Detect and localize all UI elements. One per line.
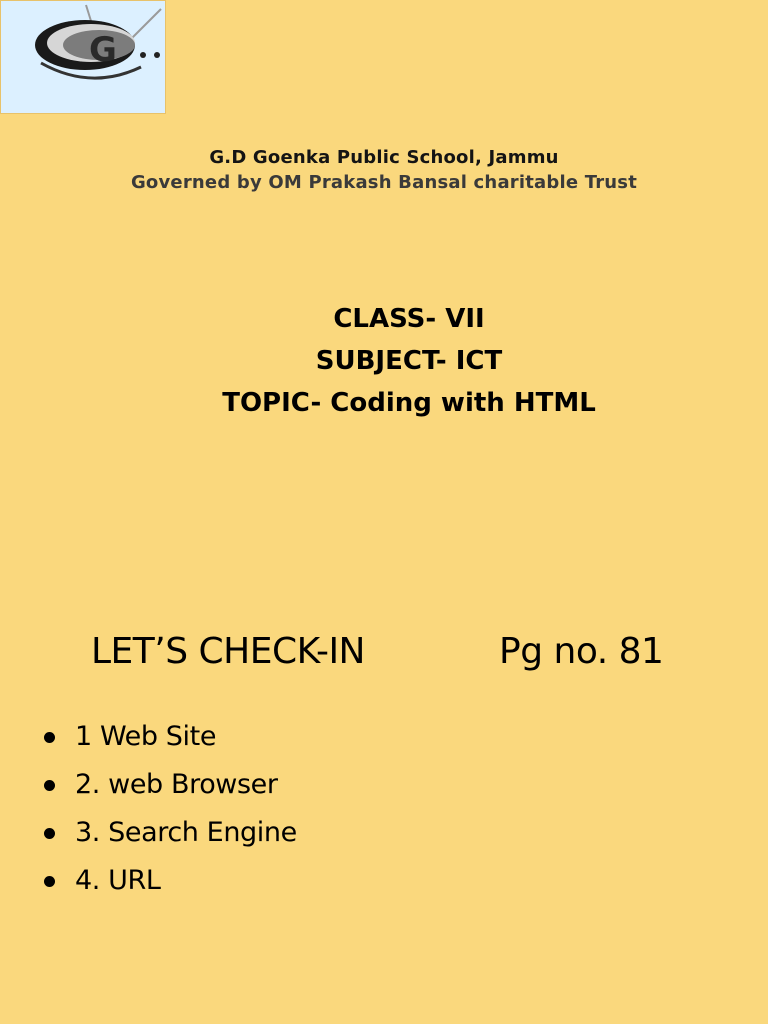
logo-antenna-right (131, 9, 161, 39)
list-item-text: 2. web Browser (75, 769, 278, 800)
list-item-text: 3. Search Engine (75, 817, 297, 848)
bullet-icon (44, 828, 55, 839)
bullet-icon (44, 876, 55, 887)
logo-dot-1 (140, 52, 146, 58)
trust-line: Governed by OM Prakash Bansal charitable Trust (130, 172, 638, 193)
list-item-text: 1 Web Site (75, 721, 217, 752)
logo-dot-2 (154, 52, 160, 58)
checkin-heading (0, 625, 768, 685)
school-header (0, 145, 768, 195)
school-name: G.D Goenka Public School, Jammu (209, 147, 559, 168)
checkin-title: LET’S CHECK-IN (91, 631, 365, 672)
school-logo (0, 0, 166, 114)
bullet-icon (44, 780, 55, 791)
class-line: CLASS- VII (333, 304, 485, 334)
subject-line: SUBJECT- ICT (315, 346, 503, 376)
logo-letter: G (89, 30, 117, 70)
page-number: Pg no. 81 (499, 631, 664, 672)
school-logo-icon (1, 1, 166, 114)
bullet-icon (44, 732, 55, 743)
class-info (0, 298, 768, 424)
topic-line: TOPIC- Coding with HTML (222, 388, 596, 418)
list-item-text: 4. URL (75, 865, 161, 896)
